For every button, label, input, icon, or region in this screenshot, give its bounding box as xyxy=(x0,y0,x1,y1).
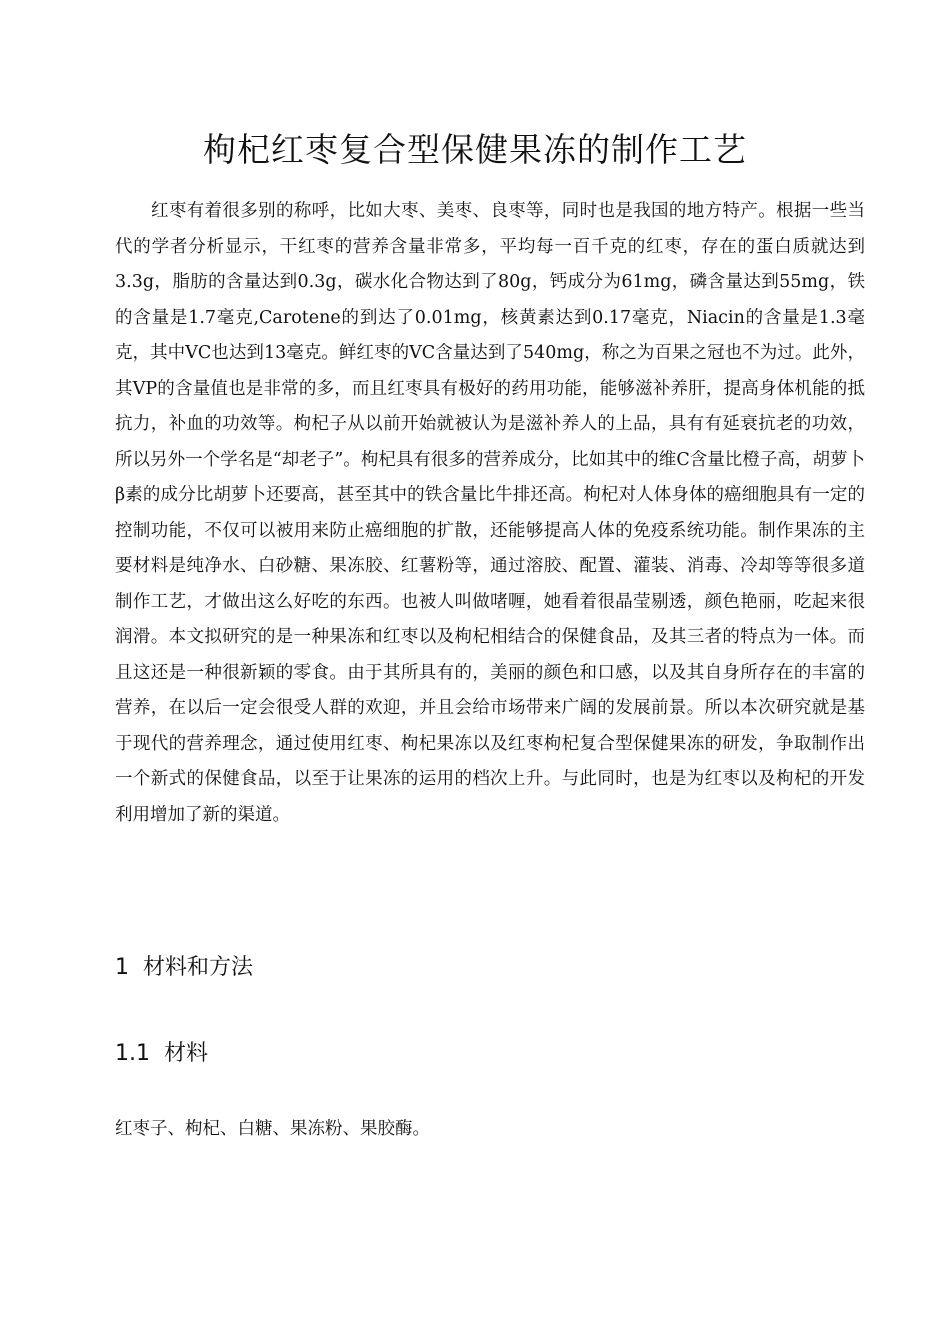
section-heading-1 xyxy=(115,948,253,988)
section-number: 1 xyxy=(115,955,129,980)
materials-list: 红枣子、枸杞、白糖、果冻粉、果胶酶。 xyxy=(115,1119,430,1139)
subsection-title: 材料 xyxy=(164,1041,209,1066)
section-heading-1-1 xyxy=(115,1034,208,1074)
intro-paragraph: 红枣有着很多别的称呼，比如大枣、美枣、良枣等，同时也是我国的地方特产。根据一些当代的学者分析显示，干红枣的营养含量非常多，平均每一百千克的红枣，存在的蛋白质就达到3.3g，脂肪的含量达到0.3g，碳水化合物达到了80g，钙成分为61mg，磷含量达到55mg，铁的含量是1.7毫克,Carotene的到达了0.01mg，核黄素达到0.17毫克，Niacin的含量是1.3毫克，其中VC也达到13毫克。鲜红枣的VC含量达到了540mg，称之为百果之冠也不为过。此外，其VP的含量值也是非常的多，而且红枣具有极好的药用功能，能够滋补养肝，提高身体机能的抵抗力，补血的功效等。枸杞子从以前开始就被认为是滋补养人的上品，具有有延衰抗老的功效，所以另外一个学名是“却老子”。枸杞具有很多的营养成分，比如其中的维C含量比橙子高，胡萝卜β素的成分比胡萝卜还要高，甚至其中的铁含量比牛排还高。枸杞对人体身体的癌细胞具有一定的控制功能，不仅可以被用来防止癌细胞的扩散，还能够提高人体的免疫系统功能。制作果冻的主要材料是纯净水、白砂糖、果冻胶、红薯粉等，通过溶胶、配置、灌装、消毒、冷却等等很多道制作工艺，才做出这么好吃的东西。也被人叫做啫喱，她看着很晶莹剔透，颜色艳丽，吃起来很润滑。本文拟研究的是一种果冻和红枣以及枸杞相结合的保健食品，及其三者的特点为一体。而且这还是一种很新颖的零食。由于其所具有的，美丽的颜色和口感，以及其自身所存在的丰富的营养，在以后一定会很受人群的欢迎，并且会给市场带来广阔的发展前景。所以本次研究就是基于现代的营养理念，通过使用红枣、枸杞果冻以及红枣枸杞复合型保健果冻的研发，争取制作出一个新式的保健食品，以至于让果冻的运用的档次上升。与此同时，也是为红枣以及枸杞的开发利用增加了新的渠道。 xyxy=(115,201,865,825)
section-title: 材料和方法 xyxy=(143,955,254,980)
document-title: 枸杞红枣复合型保健果冻的制作工艺 xyxy=(203,130,747,169)
subsection-number: 1.1 xyxy=(115,1041,150,1066)
